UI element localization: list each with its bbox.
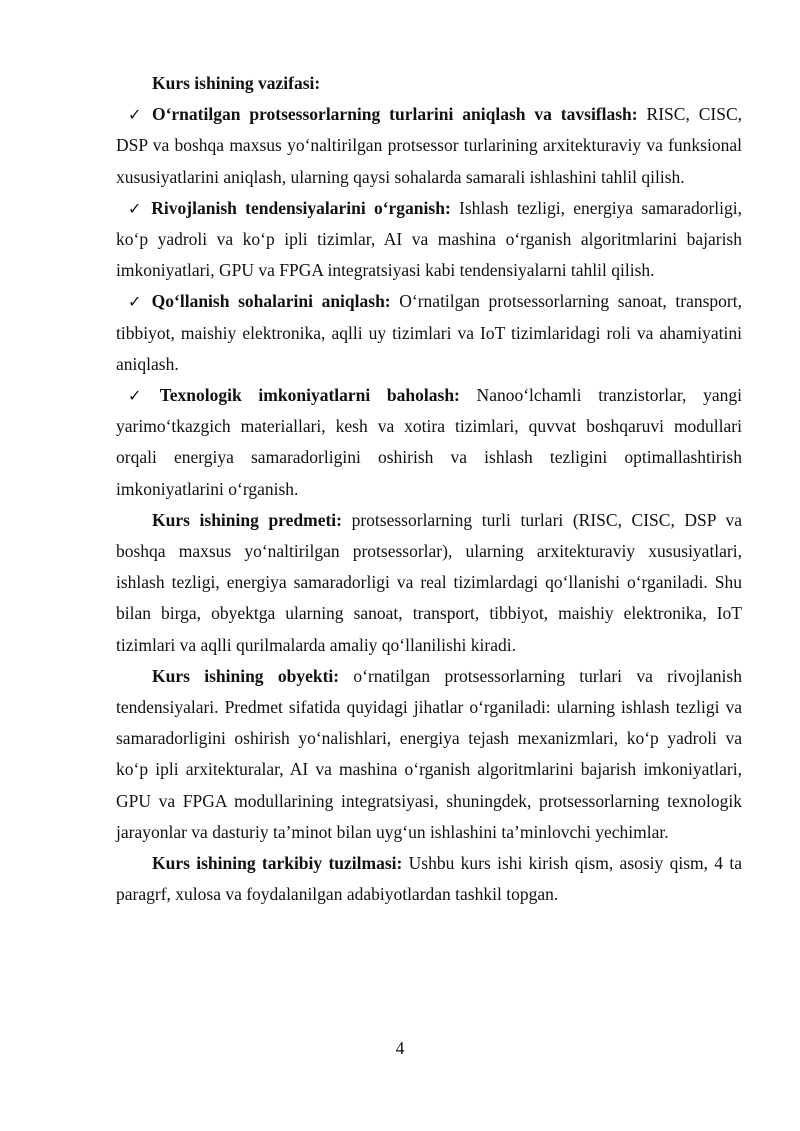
page-number: 4 (395, 1038, 405, 1058)
checkmark-icon: ✓ (128, 292, 146, 312)
tasks-heading: Kurs ishining vazifasi: (152, 73, 321, 93)
checkmark-icon: ✓ (128, 105, 146, 125)
subject-title: Kurs ishining predmeti: (152, 509, 343, 530)
task-text: RISC, CISC, DSP va boshqa maxsus yo‘naltirilgan protsessor turlarining arxitekturaviy va funksional xususiyatlarini aniqlash, ularning qaysi sohalarda samarali ishlashini tahlil qilish. (116, 104, 743, 187)
checkmark-icon: ✓ (128, 198, 146, 218)
object-text: o‘rnatilgan protsessorlarning turlari va rivojlanish tendensiyalari. Predmet sifatida quyidagi jihatlar o‘rganiladi: ularning ishlash tezligi va samaradorligini oshirish yo‘nalishlari, energiya tejash mexanizmlari, ko‘p yadroli va ko‘p ipli arxitekturalar, AI va mashina o‘rganish algoritmlarini bajarish imkoniyatlari, GPU va FPGA modullarining integratsiyasi, shuningdek, protsessorlarning texnologik jarayonlar va dasturiy ta’minot bilan uyg‘un ishlashini ta’minlovchi yechimlar. (116, 665, 742, 842)
task-title: Texnologik imkoniyatlarni baholash: (159, 385, 460, 406)
task-text: O‘rnatilgan protsessorlarning sanoat, transport, tibbiyot, maishiy elektronika, aqlli uy tizimlari va IoT tizimlaridagi roli va ahamiyatini aniqlash. (116, 291, 742, 374)
task-title: Rivojlanish tendensiyalarini o‘rganish: (151, 197, 451, 218)
task-item (116, 286, 742, 380)
document-page (116, 68, 742, 910)
task-title: O‘rnatilgan protsessorlarning turlarini aniqlash va tavsiflash: (151, 104, 638, 125)
subject-paragraph (116, 505, 742, 661)
structure-text: Ushbu kurs ishi kirish qism, asosiy qism, 4 ta paragrf, xulosa va foydalanilgan adabiyotlardan tashkil topgan. (116, 853, 742, 905)
task-item (116, 193, 742, 287)
task-text: Ishlash tezligi, energiya samaradorligi, ko‘p yadroli va ko‘p ipli tizimlar, AI va mashina o‘rganish algoritmlarini bajarish imkoniyatlari, GPU va FPGA integratsiyasi kabi tendensiyalarni tahlil qilish. (116, 197, 743, 281)
task-item (116, 380, 742, 505)
structure-title: Kurs ishining tarkibiy tuzilmasi: (152, 853, 403, 874)
task-text: Nanoo‘lchamli tranzistorlar, yangi yarimo‘tkazgich materiallari, kesh va xotira tizimlari, quvvat boshqaruvi modullari orqali energiya samaradorligini oshirish va ishlash tezligini optimallashtirish imkoniyatlarini o‘rganish. (116, 385, 742, 499)
subject-text: protsessorlarning turli turlari (RISC, CISC, DSP va boshqa maxsus yo‘naltirilgan protsessorlar), ularning arxitekturaviy xususiyatlari, ishlash tezligi, energiya samaradorligi va real tizimlardagi qo‘llanishi o‘rganiladi. Shu bilan birga, obyektga ularning sanoat, transport, tibbiyot, maishiy elektronika, IoT tizimlari va aqlli qurilmalarda amaliy qo‘llanilishi kiradi. (116, 509, 742, 655)
object-title: Kurs ishining obyekti: (152, 665, 340, 686)
checkmark-icon: ✓ (128, 386, 154, 406)
task-item (116, 99, 742, 193)
structure-paragraph (116, 848, 742, 910)
task-title: Qo‘llanish sohalarini aniqlash: (151, 291, 391, 312)
object-paragraph (116, 661, 742, 848)
